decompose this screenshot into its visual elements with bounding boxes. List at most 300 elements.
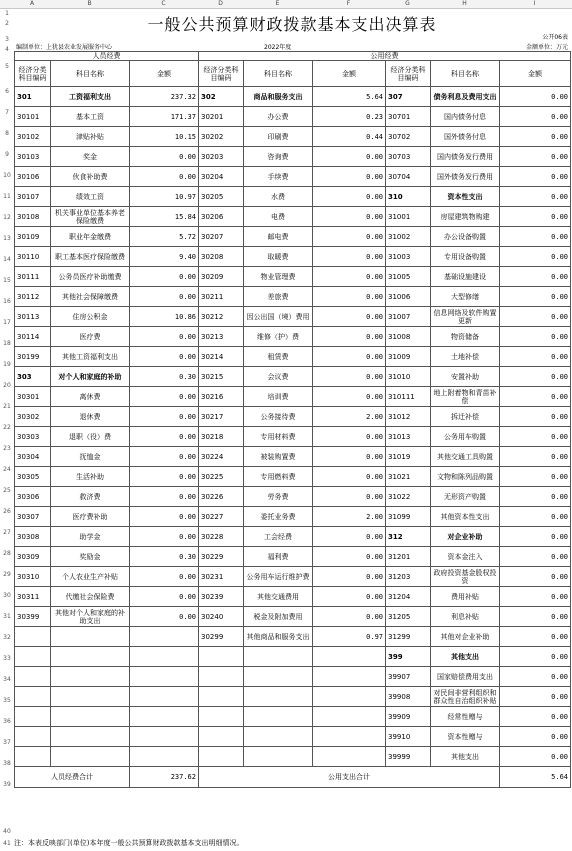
row-number[interactable]: 23 <box>3 445 11 452</box>
amount-cell[interactable]: 0.00 <box>130 327 199 347</box>
amount-cell[interactable]: 0.00 <box>313 307 386 327</box>
amount-cell[interactable]: 10.15 <box>130 127 199 147</box>
name-cell[interactable]: 救济费 <box>51 487 130 507</box>
name-cell[interactable]: 代缴社会保险费 <box>51 587 130 607</box>
name-cell[interactable]: 水费 <box>244 187 313 207</box>
code-cell[interactable]: 30214 <box>199 347 244 367</box>
row-number[interactable]: 27 <box>3 529 11 536</box>
amount-cell[interactable]: 0.00 <box>313 367 386 387</box>
code-cell[interactable]: 310111 <box>386 387 431 407</box>
code-cell[interactable]: 30305 <box>15 467 51 487</box>
amount-cell[interactable]: 0.00 <box>130 427 199 447</box>
code-cell[interactable] <box>199 667 244 687</box>
code-cell[interactable]: 39908 <box>386 687 431 707</box>
col-letter[interactable]: D <box>218 0 223 7</box>
row-number[interactable]: 32 <box>3 634 11 641</box>
amount-header[interactable]: 金额 <box>313 61 386 87</box>
amount-cell[interactable]: 0.00 <box>500 547 571 567</box>
amount-cell[interactable]: 0.00 <box>500 187 571 207</box>
name-cell[interactable]: 机关事业单位基本养老保险缴费 <box>51 207 130 227</box>
amount-cell[interactable]: 237.32 <box>130 87 199 107</box>
name-cell[interactable]: 基本工资 <box>51 107 130 127</box>
code-cell[interactable]: 30308 <box>15 527 51 547</box>
code-cell[interactable]: 30110 <box>15 247 51 267</box>
name-header[interactable]: 科目名称 <box>51 61 130 87</box>
code-cell[interactable]: 30240 <box>199 607 244 627</box>
code-cell[interactable] <box>199 747 244 767</box>
code-header[interactable]: 经济分类科目编码 <box>15 61 51 87</box>
amount-cell[interactable]: 0.00 <box>313 287 386 307</box>
name-cell[interactable]: 其他交通费用 <box>244 587 313 607</box>
amount-cell[interactable]: 0.00 <box>500 727 571 747</box>
name-cell[interactable]: 其他对个人和家庭的补助支出 <box>51 607 130 627</box>
name-cell[interactable]: 委托业务费 <box>244 507 313 527</box>
amount-cell[interactable]: 0.00 <box>130 507 199 527</box>
name-cell[interactable]: 公务员医疗补助缴费 <box>51 267 130 287</box>
code-cell[interactable]: 30702 <box>386 127 431 147</box>
row-number[interactable]: 29 <box>3 571 11 578</box>
code-cell[interactable] <box>15 667 51 687</box>
name-cell[interactable]: 商品和服务支出 <box>244 87 313 107</box>
col-letter[interactable]: I <box>533 0 536 7</box>
name-cell[interactable] <box>51 707 130 727</box>
row-number[interactable]: 37 <box>3 739 11 746</box>
amount-cell[interactable]: 0.00 <box>500 587 571 607</box>
amount-cell[interactable]: 5.72 <box>130 227 199 247</box>
name-cell[interactable]: 助学金 <box>51 527 130 547</box>
name-cell[interactable] <box>244 667 313 687</box>
name-cell[interactable]: 租赁费 <box>244 347 313 367</box>
code-cell[interactable]: 399 <box>386 647 431 667</box>
row-number[interactable]: 24 <box>3 466 11 473</box>
name-cell[interactable]: 工会经费 <box>244 527 313 547</box>
amount-cell[interactable]: 0.00 <box>500 147 571 167</box>
code-cell[interactable]: 307 <box>386 87 431 107</box>
code-cell[interactable]: 30226 <box>199 487 244 507</box>
name-cell[interactable]: 资本金注入 <box>431 547 500 567</box>
amount-cell[interactable]: 0.00 <box>500 87 571 107</box>
name-cell[interactable]: 职业年金缴费 <box>51 227 130 247</box>
name-cell[interactable]: 培训费 <box>244 387 313 407</box>
amount-cell[interactable] <box>313 707 386 727</box>
name-cell[interactable]: 取暖费 <box>244 247 313 267</box>
code-cell[interactable]: 31205 <box>386 607 431 627</box>
name-cell[interactable]: 邮电费 <box>244 227 313 247</box>
code-cell[interactable]: 30209 <box>199 267 244 287</box>
code-cell[interactable]: 30201 <box>199 107 244 127</box>
name-cell[interactable]: 福利费 <box>244 547 313 567</box>
name-cell[interactable] <box>51 727 130 747</box>
name-cell[interactable]: 专用设备购置 <box>431 247 500 267</box>
amount-cell[interactable]: 0.00 <box>313 527 386 547</box>
row-number[interactable]: 15 <box>3 277 11 284</box>
amount-cell[interactable]: 0.00 <box>130 147 199 167</box>
code-cell[interactable]: 30199 <box>15 347 51 367</box>
row-number[interactable]: 16 <box>3 298 11 305</box>
amount-cell[interactable]: 0.97 <box>313 627 386 647</box>
name-cell[interactable]: 费用补贴 <box>431 587 500 607</box>
amount-cell[interactable]: 0.00 <box>500 227 571 247</box>
amount-header[interactable]: 金额 <box>130 61 199 87</box>
code-cell[interactable]: 30211 <box>199 287 244 307</box>
name-cell[interactable]: 无形资产购置 <box>431 487 500 507</box>
code-cell[interactable]: 30202 <box>199 127 244 147</box>
amount-cell[interactable]: 0.00 <box>500 367 571 387</box>
code-cell[interactable]: 30203 <box>199 147 244 167</box>
name-cell[interactable]: 绩效工资 <box>51 187 130 207</box>
amount-cell[interactable]: 0.00 <box>313 427 386 447</box>
amount-cell[interactable] <box>313 727 386 747</box>
amount-cell[interactable]: 0.00 <box>500 687 571 707</box>
amount-cell[interactable]: 0.00 <box>500 447 571 467</box>
amount-cell[interactable]: 0.00 <box>313 467 386 487</box>
row-number[interactable]: 25 <box>3 487 11 494</box>
name-cell[interactable]: 被装购置费 <box>244 447 313 467</box>
code-cell[interactable]: 39999 <box>386 747 431 767</box>
name-cell[interactable]: 债务利息及费用支出 <box>431 87 500 107</box>
name-cell[interactable] <box>51 647 130 667</box>
name-cell[interactable]: 地上附着物和青苗补偿 <box>431 387 500 407</box>
name-cell[interactable]: 其他工资福利支出 <box>51 347 130 367</box>
code-cell[interactable] <box>199 707 244 727</box>
row-number[interactable]: 40 <box>3 828 11 835</box>
name-cell[interactable]: 电费 <box>244 207 313 227</box>
name-cell[interactable]: 利息补贴 <box>431 607 500 627</box>
row-number[interactable]: 19 <box>3 361 11 368</box>
code-header[interactable]: 经济分类科目编码 <box>386 61 431 87</box>
amount-cell[interactable] <box>130 747 199 767</box>
name-cell[interactable]: 工资福利支出 <box>51 87 130 107</box>
code-cell[interactable]: 31003 <box>386 247 431 267</box>
name-cell[interactable]: 津贴补贴 <box>51 127 130 147</box>
code-cell[interactable] <box>15 747 51 767</box>
name-cell[interactable] <box>244 707 313 727</box>
row-number[interactable]: 6 <box>5 88 9 95</box>
name-cell[interactable]: 个人农业生产补贴 <box>51 567 130 587</box>
code-cell[interactable]: 30102 <box>15 127 51 147</box>
amount-cell[interactable]: 0.00 <box>313 487 386 507</box>
amount-cell[interactable]: 0.00 <box>500 427 571 447</box>
code-cell[interactable]: 30299 <box>199 627 244 647</box>
row-number[interactable]: 2 <box>5 20 9 27</box>
amount-cell[interactable]: 0.00 <box>313 267 386 287</box>
row-number[interactable]: 5 <box>5 63 9 70</box>
code-cell[interactable]: 31010 <box>386 367 431 387</box>
code-cell[interactable]: 30227 <box>199 507 244 527</box>
code-cell[interactable]: 30239 <box>199 587 244 607</box>
code-header[interactable]: 经济分类科目编码 <box>199 61 244 87</box>
code-cell[interactable]: 30216 <box>199 387 244 407</box>
code-cell[interactable]: 30704 <box>386 167 431 187</box>
code-cell[interactable]: 31008 <box>386 327 431 347</box>
code-cell[interactable]: 30218 <box>199 427 244 447</box>
code-cell[interactable]: 30205 <box>199 187 244 207</box>
name-cell[interactable]: 资本性支出 <box>431 187 500 207</box>
row-number[interactable]: 26 <box>3 508 11 515</box>
amount-cell[interactable]: 0.00 <box>500 627 571 647</box>
name-cell[interactable]: 土地补偿 <box>431 347 500 367</box>
public-total-value[interactable]: 5.64 <box>500 767 571 788</box>
col-letter[interactable]: H <box>462 0 467 7</box>
code-cell[interactable]: 30399 <box>15 607 51 627</box>
amount-cell[interactable] <box>130 667 199 687</box>
row-number[interactable]: 31 <box>3 613 11 620</box>
code-cell[interactable]: 30231 <box>199 567 244 587</box>
name-cell[interactable]: 国内债务发行费用 <box>431 147 500 167</box>
name-cell[interactable] <box>244 747 313 767</box>
name-cell[interactable]: 对个人和家庭的补助 <box>51 367 130 387</box>
amount-header[interactable]: 金额 <box>500 61 571 87</box>
col-letter[interactable]: G <box>405 0 410 7</box>
name-cell[interactable]: 其他商品和服务支出 <box>244 627 313 647</box>
name-cell[interactable]: 咨询费 <box>244 147 313 167</box>
name-header[interactable]: 科目名称 <box>244 61 313 87</box>
amount-cell[interactable] <box>313 667 386 687</box>
code-cell[interactable]: 31009 <box>386 347 431 367</box>
name-cell[interactable]: 物资储备 <box>431 327 500 347</box>
amount-cell[interactable]: 0.00 <box>313 447 386 467</box>
code-cell[interactable]: 31007 <box>386 307 431 327</box>
name-cell[interactable]: 伙食补助费 <box>51 167 130 187</box>
row-number[interactable]: 34 <box>3 676 11 683</box>
name-header[interactable]: 科目名称 <box>431 61 500 87</box>
code-cell[interactable] <box>15 687 51 707</box>
amount-cell[interactable]: 0.00 <box>500 647 571 667</box>
amount-cell[interactable]: 0.00 <box>313 607 386 627</box>
name-cell[interactable]: 奖金 <box>51 147 130 167</box>
code-cell[interactable]: 30224 <box>199 447 244 467</box>
row-number[interactable]: 3 <box>5 36 9 43</box>
amount-cell[interactable]: 0.00 <box>500 607 571 627</box>
code-cell[interactable]: 301 <box>15 87 51 107</box>
amount-cell[interactable]: 0.00 <box>313 147 386 167</box>
amount-cell[interactable]: 0.00 <box>130 287 199 307</box>
amount-cell[interactable] <box>313 747 386 767</box>
public-funds-header[interactable]: 公用经费 <box>199 52 571 61</box>
amount-cell[interactable]: 0.00 <box>313 587 386 607</box>
amount-cell[interactable]: 0.00 <box>500 107 571 127</box>
name-cell[interactable]: 经常性赠与 <box>431 707 500 727</box>
name-cell[interactable]: 专用燃料费 <box>244 467 313 487</box>
name-cell[interactable]: 因公出国（境）费用 <box>244 307 313 327</box>
name-cell[interactable]: 其他支出 <box>431 647 500 667</box>
name-cell[interactable]: 资本性赠与 <box>431 727 500 747</box>
name-cell[interactable]: 其他交通工具购置 <box>431 447 500 467</box>
name-cell[interactable]: 差旅费 <box>244 287 313 307</box>
row-number[interactable]: 10 <box>3 172 11 179</box>
amount-cell[interactable]: 0.00 <box>500 387 571 407</box>
row-number[interactable]: 7 <box>5 109 9 116</box>
code-cell[interactable]: 31013 <box>386 427 431 447</box>
name-cell[interactable]: 专用材料费 <box>244 427 313 447</box>
name-cell[interactable]: 国家赔偿费用支出 <box>431 667 500 687</box>
code-cell[interactable]: 31021 <box>386 467 431 487</box>
row-number[interactable]: 22 <box>3 424 11 431</box>
amount-cell[interactable]: 0.00 <box>500 287 571 307</box>
amount-cell[interactable]: 0.00 <box>130 387 199 407</box>
amount-cell[interactable]: 171.37 <box>130 107 199 127</box>
name-cell[interactable]: 房屋建筑物购建 <box>431 207 500 227</box>
code-cell[interactable]: 30101 <box>15 107 51 127</box>
name-cell[interactable]: 生活补助 <box>51 467 130 487</box>
code-cell[interactable]: 30208 <box>199 247 244 267</box>
name-cell[interactable]: 手续费 <box>244 167 313 187</box>
code-cell[interactable] <box>15 707 51 727</box>
name-cell[interactable]: 抚恤金 <box>51 447 130 467</box>
name-cell[interactable] <box>244 727 313 747</box>
code-cell[interactable]: 31204 <box>386 587 431 607</box>
name-cell[interactable]: 奖励金 <box>51 547 130 567</box>
row-number[interactable]: 39 <box>3 781 11 788</box>
row-number[interactable]: 20 <box>3 382 11 389</box>
name-cell[interactable]: 住房公积金 <box>51 307 130 327</box>
name-cell[interactable]: 公务接待费 <box>244 407 313 427</box>
row-number[interactable]: 28 <box>3 550 11 557</box>
amount-cell[interactable]: 0.00 <box>313 567 386 587</box>
amount-cell[interactable]: 0.30 <box>130 367 199 387</box>
row-number[interactable]: 4 <box>5 46 9 53</box>
code-cell[interactable] <box>199 647 244 667</box>
amount-cell[interactable]: 0.00 <box>313 227 386 247</box>
code-cell[interactable]: 30303 <box>15 427 51 447</box>
row-number[interactable]: 14 <box>3 256 11 263</box>
amount-cell[interactable]: 0.00 <box>500 407 571 427</box>
name-cell[interactable] <box>51 627 130 647</box>
name-cell[interactable]: 基础设施建设 <box>431 267 500 287</box>
row-number[interactable]: 35 <box>3 697 11 704</box>
amount-cell[interactable]: 0.00 <box>130 407 199 427</box>
name-cell[interactable]: 国外债务发行费用 <box>431 167 500 187</box>
personnel-funds-header[interactable]: 人员经费 <box>15 52 199 61</box>
code-cell[interactable]: 30212 <box>199 307 244 327</box>
amount-cell[interactable] <box>130 647 199 667</box>
amount-cell[interactable]: 0.00 <box>130 487 199 507</box>
name-cell[interactable]: 物业管理费 <box>244 267 313 287</box>
amount-cell[interactable] <box>130 727 199 747</box>
name-cell[interactable] <box>244 647 313 667</box>
name-cell[interactable]: 维修（护）费 <box>244 327 313 347</box>
code-cell[interactable]: 30107 <box>15 187 51 207</box>
name-cell[interactable]: 退休费 <box>51 407 130 427</box>
amount-cell[interactable]: 0.23 <box>313 107 386 127</box>
code-cell[interactable]: 31019 <box>386 447 431 467</box>
amount-cell[interactable]: 0.30 <box>130 547 199 567</box>
code-cell[interactable]: 30106 <box>15 167 51 187</box>
name-cell[interactable]: 公务用车购置 <box>431 427 500 447</box>
row-number[interactable]: 38 <box>3 760 11 767</box>
amount-cell[interactable]: 0.00 <box>500 747 571 767</box>
amount-cell[interactable]: 0.00 <box>500 487 571 507</box>
row-number[interactable]: 18 <box>3 340 11 347</box>
row-number[interactable]: 17 <box>3 319 11 326</box>
public-total-label[interactable]: 公用支出合计 <box>199 767 500 788</box>
name-cell[interactable]: 公务用车运行维护费 <box>244 567 313 587</box>
name-cell[interactable]: 拆迁补偿 <box>431 407 500 427</box>
name-cell[interactable] <box>51 667 130 687</box>
code-cell[interactable]: 30304 <box>15 447 51 467</box>
amount-cell[interactable]: 0.00 <box>130 467 199 487</box>
amount-cell[interactable]: 0.00 <box>500 167 571 187</box>
code-cell[interactable] <box>199 727 244 747</box>
amount-cell[interactable] <box>130 627 199 647</box>
amount-cell[interactable]: 0.00 <box>500 667 571 687</box>
code-cell[interactable]: 30306 <box>15 487 51 507</box>
code-cell[interactable]: 30217 <box>199 407 244 427</box>
amount-cell[interactable]: 0.00 <box>130 167 199 187</box>
amount-cell[interactable]: 0.00 <box>500 247 571 267</box>
name-cell[interactable]: 国内债务付息 <box>431 107 500 127</box>
amount-cell[interactable]: 0.44 <box>313 127 386 147</box>
code-cell[interactable]: 30108 <box>15 207 51 227</box>
amount-cell[interactable]: 2.00 <box>313 407 386 427</box>
col-letter[interactable]: F <box>346 0 351 7</box>
amount-cell[interactable]: 0.00 <box>500 347 571 367</box>
code-cell[interactable]: 30215 <box>199 367 244 387</box>
row-number[interactable]: 36 <box>3 718 11 725</box>
code-cell[interactable]: 310 <box>386 187 431 207</box>
amount-cell[interactable]: 5.64 <box>313 87 386 107</box>
amount-cell[interactable] <box>130 687 199 707</box>
code-cell[interactable]: 30207 <box>199 227 244 247</box>
code-cell[interactable]: 39909 <box>386 707 431 727</box>
row-number[interactable]: 13 <box>3 235 11 242</box>
name-cell[interactable]: 医疗费补助 <box>51 507 130 527</box>
amount-cell[interactable]: 0.00 <box>500 467 571 487</box>
amount-cell[interactable]: 0.00 <box>313 207 386 227</box>
code-cell[interactable]: 30103 <box>15 147 51 167</box>
code-cell[interactable]: 31006 <box>386 287 431 307</box>
row-number[interactable]: 9 <box>5 151 9 158</box>
amount-cell[interactable]: 0.00 <box>500 207 571 227</box>
code-cell[interactable]: 39907 <box>386 667 431 687</box>
code-cell[interactable]: 30309 <box>15 547 51 567</box>
code-cell[interactable]: 31001 <box>386 207 431 227</box>
amount-cell[interactable]: 0.00 <box>130 527 199 547</box>
name-cell[interactable]: 国外债务付息 <box>431 127 500 147</box>
code-cell[interactable]: 30302 <box>15 407 51 427</box>
name-cell[interactable]: 职工基本医疗保险缴费 <box>51 247 130 267</box>
col-letter[interactable]: A <box>29 0 35 7</box>
code-cell[interactable]: 30113 <box>15 307 51 327</box>
amount-cell[interactable]: 0.00 <box>500 707 571 727</box>
col-letter[interactable]: E <box>275 0 280 7</box>
code-cell[interactable]: 30307 <box>15 507 51 527</box>
code-cell[interactable]: 30228 <box>199 527 244 547</box>
name-cell[interactable]: 办公费 <box>244 107 313 127</box>
row-number[interactable]: 1 <box>5 10 9 17</box>
amount-cell[interactable] <box>313 687 386 707</box>
code-cell[interactable] <box>15 647 51 667</box>
amount-cell[interactable]: 9.40 <box>130 247 199 267</box>
code-cell[interactable]: 30310 <box>15 567 51 587</box>
amount-cell[interactable]: 0.00 <box>500 127 571 147</box>
code-cell[interactable]: 30112 <box>15 287 51 307</box>
amount-cell[interactable]: 0.00 <box>313 347 386 367</box>
amount-cell[interactable]: 0.00 <box>130 587 199 607</box>
code-cell[interactable]: 303 <box>15 367 51 387</box>
name-cell[interactable]: 信息网络及软件购置更新 <box>431 307 500 327</box>
amount-cell[interactable]: 0.00 <box>130 447 199 467</box>
code-cell[interactable]: 30225 <box>199 467 244 487</box>
code-cell[interactable]: 31012 <box>386 407 431 427</box>
name-cell[interactable]: 对企业补助 <box>431 527 500 547</box>
name-cell[interactable] <box>51 687 130 707</box>
name-cell[interactable]: 劳务费 <box>244 487 313 507</box>
name-cell[interactable]: 其他对企业补助 <box>431 627 500 647</box>
amount-cell[interactable]: 0.00 <box>500 527 571 547</box>
name-cell[interactable]: 税金及附加费用 <box>244 607 313 627</box>
amount-cell[interactable]: 0.00 <box>500 507 571 527</box>
